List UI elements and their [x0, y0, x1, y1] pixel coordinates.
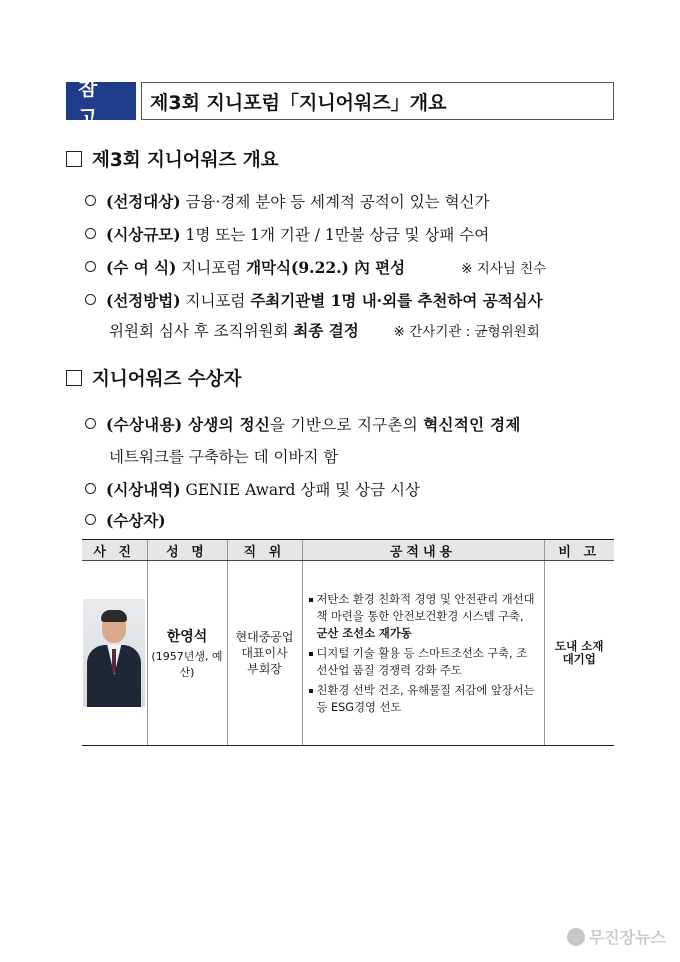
square-bullet-icon [309, 598, 313, 602]
recipient-birth: (1957년생, 예산) [151, 650, 223, 679]
achievement-item: 저탄소 환경 친화적 경영 및 안전관리 개선대책 마련을 통한 안전보건환경 시스템 구축, 군산 조선소 재가동 [309, 591, 538, 642]
recipient-name: 한영석 [166, 629, 208, 645]
winner-item-recipient: (수상자) [85, 509, 166, 531]
circle-bullet-icon [85, 294, 96, 305]
document-title: 제3회 지니포럼「지니어워즈」개요 [141, 82, 614, 120]
section-heading-overview: 제3회 지니어워즈 개요 [66, 146, 279, 172]
award-table [82, 539, 614, 746]
watermark: 무진장뉴스 [567, 925, 666, 948]
name-cell [147, 561, 227, 746]
circle-bullet-icon [85, 514, 96, 525]
method-note: ※ 간사기관 : 균형위원회 [393, 324, 540, 340]
achievement-item: 디지털 기술 활용 등 스마트조선소 구축, 조선산업 품질 경쟁력 강화 주도 [309, 645, 538, 679]
position-cell: 현대중공업 대표이사 부회장 [227, 561, 302, 746]
achievements-cell [302, 561, 544, 746]
overview-item-ceremony: (수 여 식) 지니포럼 개막식(9.22.) 內 편성 ※ 지사님 친수 [85, 256, 546, 278]
achievement-item: 친환경 선박 건조, 유해물질 저감에 앞장서는 등 ESG경영 선도 [309, 682, 538, 716]
header-achievements: 공적내용 [302, 540, 544, 561]
circle-bullet-icon [85, 483, 96, 494]
overview-item-method: (선정방법) 지니포럼 주최기관별 1명 내·외를 추천하여 공적심사 [85, 289, 543, 311]
table-row [82, 561, 614, 746]
square-bullet-icon [309, 689, 313, 693]
table-header-row [82, 540, 614, 561]
circle-bullet-icon [85, 418, 96, 429]
overview-item-scale: (시상규모) 1명 또는 1개 기관 / 1만불 상금 및 상패 수여 [85, 223, 489, 245]
logo-icon [567, 928, 585, 946]
circle-bullet-icon [85, 261, 96, 272]
reference-tag: 참 고 [66, 82, 136, 120]
checkbox-square-icon [66, 370, 82, 386]
header-name: 성 명 [147, 540, 227, 561]
circle-bullet-icon [85, 228, 96, 239]
circle-bullet-icon [85, 195, 96, 206]
note-cell: 도내 소재 대기업 [544, 561, 614, 746]
photo-cell [82, 561, 147, 746]
square-bullet-icon [309, 652, 313, 656]
header-position: 직 위 [227, 540, 302, 561]
overview-item-target: (선정대상) 금융·경제 분야 등 세계적 공적이 있는 혁신가 [85, 190, 490, 212]
header-photo: 사 진 [82, 540, 147, 561]
section-heading-winner: 지니어워즈 수상자 [66, 365, 241, 391]
winner-content-continued: 네트워크를 구축하는 데 이바지 함 [109, 448, 339, 466]
ceremony-note: ※ 지사님 친수 [461, 261, 547, 277]
header-note: 비 고 [544, 540, 614, 561]
winner-item-content: (수상내용) 상생의 정신 을 기반으로 지구촌의 혁신적인 경제 [85, 413, 521, 435]
recipient-portrait [83, 599, 145, 707]
checkbox-square-icon [66, 151, 82, 167]
reference-title [66, 76, 614, 129]
winner-item-award: (시상내역) GENIE Award 상패 및 상금 시상 [85, 478, 420, 500]
overview-method-continued: 위원회 심사 후 조직위원회 최종 결정 ※ 간사기관 : 균형위원회 [109, 321, 540, 340]
